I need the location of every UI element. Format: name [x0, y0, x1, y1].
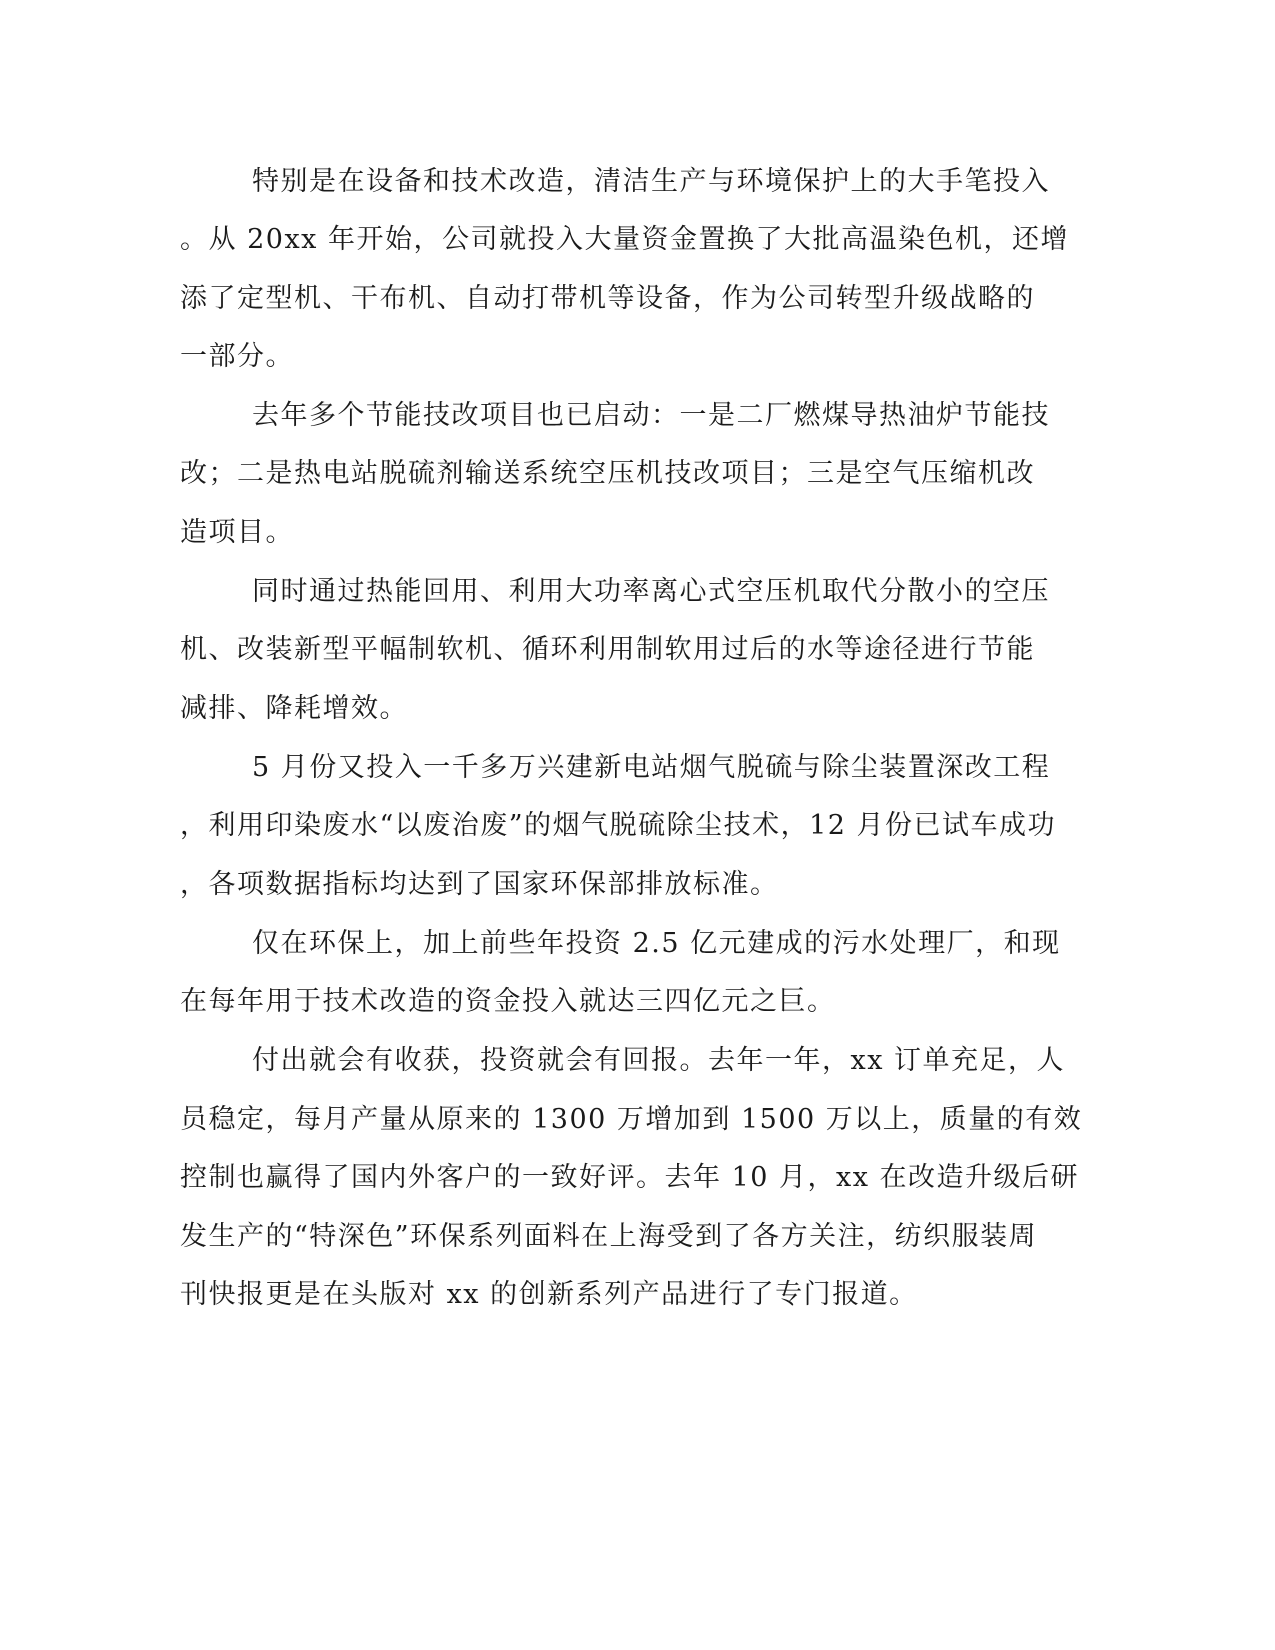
paragraph-4-line-2: ，利用印染废水“以废治废”的烟气脱硫除尘技术，12 月份已试车成功: [180, 810, 1057, 841]
paragraph-1-line-3: 添了定型机、干布机、自动打带机等设备，作为公司转型升级战略的: [180, 283, 1035, 314]
paragraph-4-line-1: 5 月份又投入一千多万兴建新电站烟气脱硫与除尘装置深改工程: [252, 752, 1051, 783]
paragraph-2-line-2: 改；二是热电站脱硫剂输送系统空压机技改项目；三是空气压缩机改: [180, 458, 1035, 489]
paragraph-6-line-5: 刊快报更是在头版对 xx 的创新系列产品进行了专门报道。: [180, 1279, 918, 1310]
paragraph-6-line-2: 员稳定，每月产量从原来的 1300 万增加到 1500 万以上，质量的有效: [180, 1104, 1083, 1135]
paragraph-3-line-3: 减排、降耗增效。: [180, 693, 408, 724]
paragraph-3-line-1: 同时通过热能回用、利用大功率离心式空压机取代分散小的空压: [252, 576, 1050, 607]
paragraph-5-line-1: 仅在环保上，加上前些年投资 2.5 亿元建成的污水处理厂，和现: [252, 928, 1061, 959]
paragraph-1-line-4: 一部分。: [180, 341, 294, 372]
paragraph-5-line-2: 在每年用于技术改造的资金投入就达三四亿元之巨。: [180, 986, 836, 1017]
paragraph-2-line-3: 造项目。: [180, 517, 294, 548]
paragraph-3-line-2: 机、改装新型平幅制软机、循环利用制软用过后的水等途径进行节能: [180, 634, 1035, 665]
paragraph-6-line-1: 付出就会有收获，投资就会有回报。去年一年，xx 订单充足，人: [252, 1045, 1066, 1076]
paragraph-2-line-1: 去年多个节能技改项目也已启动：一是二厂燃煤导热油炉节能技: [252, 400, 1050, 431]
paragraph-1-line-1: 特别是在设备和技术改造，清洁生产与环境保护上的大手笔投入: [252, 166, 1050, 197]
paragraph-6-line-4: 发生产的“特深色”环保系列面料在上海受到了各方关注，纺织服装周: [180, 1221, 1038, 1252]
paragraph-1-line-2: 。从 20xx 年开始，公司就投入大量资金置换了大批高温染色机，还增: [180, 224, 1069, 255]
paragraph-6-line-3: 控制也赢得了国内外客户的一致好评。去年 10 月，xx 在改造升级后研: [180, 1162, 1080, 1193]
paragraph-4-line-3: ，各项数据指标均达到了国家环保部排放标准。: [180, 869, 779, 900]
